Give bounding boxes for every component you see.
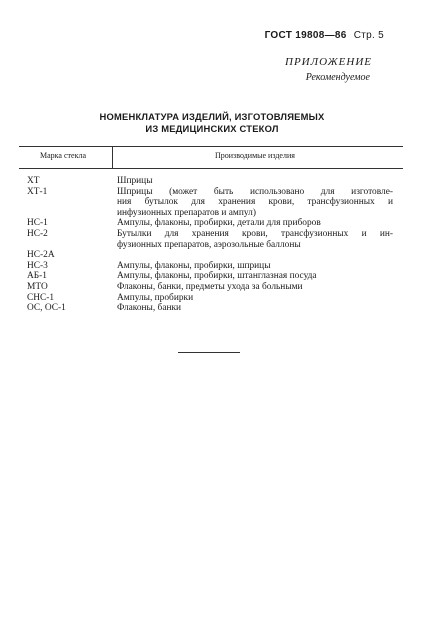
products-line: Шприцы	[117, 176, 153, 186]
appendix-status: Рекомендуемое	[305, 72, 370, 83]
page-header	[265, 30, 384, 41]
products-cell	[117, 218, 393, 229]
glass-grade-cell: НС-2	[27, 228, 48, 239]
table-row	[27, 176, 393, 187]
table-row	[27, 282, 393, 293]
products-line: Ампулы, флаконы, пробирки, детали для приборов	[117, 218, 321, 229]
end-rule	[178, 352, 240, 353]
products-line: Флаконы, банки	[117, 303, 182, 314]
table-row	[27, 271, 393, 282]
products-line: инфузионных препаратов и ампул)	[117, 207, 256, 218]
column-header-glass-grade: Марка стекла	[40, 151, 87, 160]
products-cell	[117, 261, 393, 272]
header-column-divider	[112, 146, 113, 168]
products-line: Шприцы (может быть использовано для изготовле-	[117, 186, 393, 197]
table-row	[27, 250, 393, 261]
table-row	[27, 187, 393, 219]
glass-grade-cell: ХТ-1	[27, 186, 48, 197]
document-title	[0, 111, 424, 135]
table-top-rule	[19, 146, 403, 147]
table-row	[27, 293, 393, 304]
table-row	[27, 261, 393, 272]
products-line: Флаконы, банки, предметы ухода за больными	[117, 281, 303, 292]
glass-grade-cell: МТО	[27, 281, 48, 292]
standard-number: ГОСТ 19808—86	[264, 30, 347, 41]
products-line: Ампулы, флаконы, пробирки, штанглазная посуда	[117, 271, 317, 282]
glass-grade-cell: НС-1	[27, 218, 48, 229]
table-row	[27, 218, 393, 229]
glass-grade-cell: ХТ	[27, 176, 40, 186]
products-cell	[117, 176, 393, 187]
products-line: Ампулы, пробирки	[117, 292, 194, 303]
page-number: Стр. 5	[353, 30, 384, 41]
products-line: ния бутылок для хранения крови, трансфузионных и	[117, 197, 393, 208]
products-line: Ампулы, флаконы, пробирки, шприцы	[117, 260, 271, 271]
products-cell	[117, 303, 393, 314]
products-cell	[117, 271, 393, 282]
products-line: Бутылки для хранения крови, трансфузионных и ин-	[117, 228, 393, 239]
glass-grade-cell: СНС-1	[27, 292, 55, 303]
glass-grade-cell: НС-2А	[27, 250, 55, 261]
glass-grade-cell: НС-3	[27, 260, 48, 271]
appendix-title: ПРИЛОЖЕНИЕ	[285, 56, 372, 68]
table-header-rule	[19, 168, 403, 169]
table-row	[27, 303, 393, 314]
products-cell	[117, 250, 393, 261]
products-line: фузионных препаратов, аэрозольные баллоны	[117, 239, 301, 250]
glass-grade-cell: ОС, ОС-1	[27, 303, 66, 314]
glass-grade-cell: АБ-1	[27, 271, 47, 282]
products-cell	[117, 293, 393, 304]
products-cell	[117, 229, 393, 250]
table-row	[27, 229, 393, 250]
products-cell	[117, 187, 393, 219]
title-line-1: НОМЕНКЛАТУРА ИЗДЕЛИЙ, ИЗГОТОВЛЯЕМЫХ	[99, 111, 325, 122]
products-cell	[117, 282, 393, 293]
column-header-products: Производимые изделия	[215, 151, 295, 160]
title-line-2: ИЗ МЕДИЦИНСКИХ СТЕКОЛ	[145, 123, 279, 134]
table-body	[27, 176, 393, 314]
